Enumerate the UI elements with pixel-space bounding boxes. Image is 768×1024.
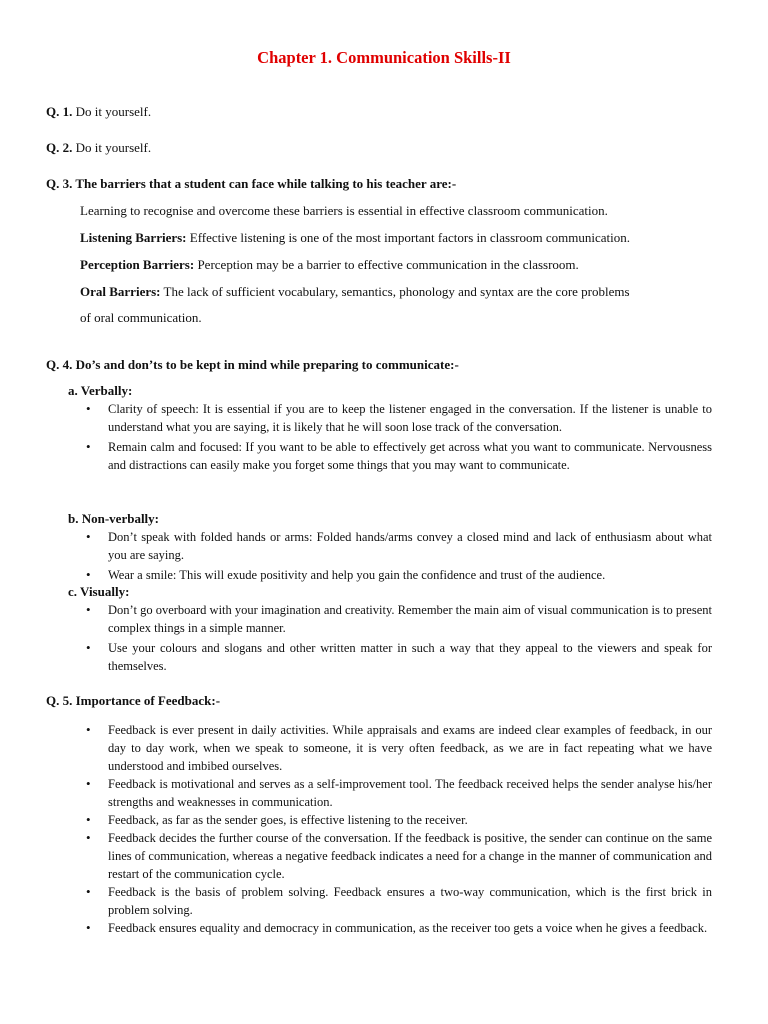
question-5-heading-text: Q. 5. Importance of Feedback:-	[46, 693, 221, 708]
question-1	[46, 103, 726, 120]
listening-barriers	[80, 229, 720, 246]
visually-list	[108, 601, 712, 677]
list-item: • Feedback decides the further course of the conversation. If the feedback is positive, the sender can continue on the same lines of communication, whereas a negative feedback indicates a need for a change in the manner of communication and restart of the communication cycle.	[108, 829, 712, 883]
listening-barriers-label: Listening Barriers:	[80, 230, 187, 245]
perception-barriers	[80, 256, 720, 273]
verbally-subheading: a. Verbally:	[68, 383, 133, 398]
question-2-number: Q. 2.	[46, 140, 73, 155]
list-item: • Remain calm and focused: If you want to be able to effectively get across what you want to communicate. Nervousness and distractions can easily make you forget some things that you may want to communicate.	[108, 438, 712, 474]
question-2	[46, 139, 726, 156]
question-1-answer: Do it yourself.	[75, 104, 152, 119]
list-item: • Clarity of speech: It is essential if you are to keep the listener engaged in the conversation. If the listener is unable to understand what you are saying, it is likely that he will soon lose track of the conversation.	[108, 400, 712, 436]
oral-barriers-text: The lack of sufficient vocabulary, semantics, phonology and syntax are the core problems	[163, 284, 630, 299]
list-item: • Wear a smile: This will exude positivity and help you gain the confidence and trust of the audience.	[108, 566, 712, 584]
list-item: • Use your colours and slogans and other written matter in such a way that they appeal to the viewers and speak for themselves.	[108, 639, 712, 675]
list-item: • Don’t speak with folded hands or arms: Folded hands/arms convey a closed mind and lack of enthusiasm about what you are saying.	[108, 528, 712, 564]
oral-barriers-continued: of oral communication.	[80, 310, 202, 325]
perception-barriers-label: Perception Barriers:	[80, 257, 195, 272]
oral-barriers-label: Oral Barriers:	[80, 284, 161, 299]
question-3-heading	[46, 175, 726, 192]
chapter-title: Chapter 1. Communication Skills-II	[257, 48, 511, 67]
list-item: • Feedback is the basis of problem solving. Feedback ensures a two-way communication, which is the first brick in problem solving.	[108, 883, 712, 919]
question-4-heading-text: Q. 4. Do’s and don’ts to be kept in mind while preparing to communicate:-	[46, 357, 459, 372]
question-2-answer: Do it yourself.	[75, 140, 152, 155]
list-item: • Don’t go overboard with your imagination and creativity. Remember the main aim of visual communication is to present complex things in a simple manner.	[108, 601, 712, 637]
nonverbally-subheading: b. Non-verbally:	[68, 511, 159, 526]
question-1-number: Q. 1.	[46, 104, 73, 119]
list-item: • Feedback ensures equality and democracy in communication, as the receiver too gets a voice when he gives a feedback.	[108, 919, 712, 937]
question-3-intro: Learning to recognise and overcome these barriers is essential in effective classroom communication.	[80, 203, 608, 218]
list-item: • Feedback is motivational and serves as a self-improvement tool. The feedback received helps the sender analyse his/her strengths and weaknesses in communication.	[108, 775, 712, 811]
list-item: • Feedback, as far as the sender goes, is effective listening to the receiver.	[108, 811, 712, 829]
feedback-list	[108, 721, 712, 937]
oral-barriers	[80, 283, 720, 300]
visually-subheading: c. Visually:	[68, 584, 130, 599]
question-3-heading-text: Q. 3. The barriers that a student can face while talking to his teacher are:-	[46, 176, 457, 191]
list-item: • Feedback is ever present in daily activities. While appraisals and exams are indeed clear examples of feedback, in our day to day work, when we speak to someone, it is very often feedback, as we are in fact repeating what we have understood and imbibed ourselves.	[108, 721, 712, 775]
question-4-heading	[46, 356, 726, 373]
listening-barriers-text: Effective listening is one of the most important factors in classroom communication.	[189, 230, 630, 245]
question-5-heading	[46, 692, 726, 709]
nonverbally-list	[108, 528, 712, 586]
perception-barriers-text: Perception may be a barrier to effective communication in the classroom.	[197, 257, 579, 272]
verbally-list	[108, 400, 712, 476]
